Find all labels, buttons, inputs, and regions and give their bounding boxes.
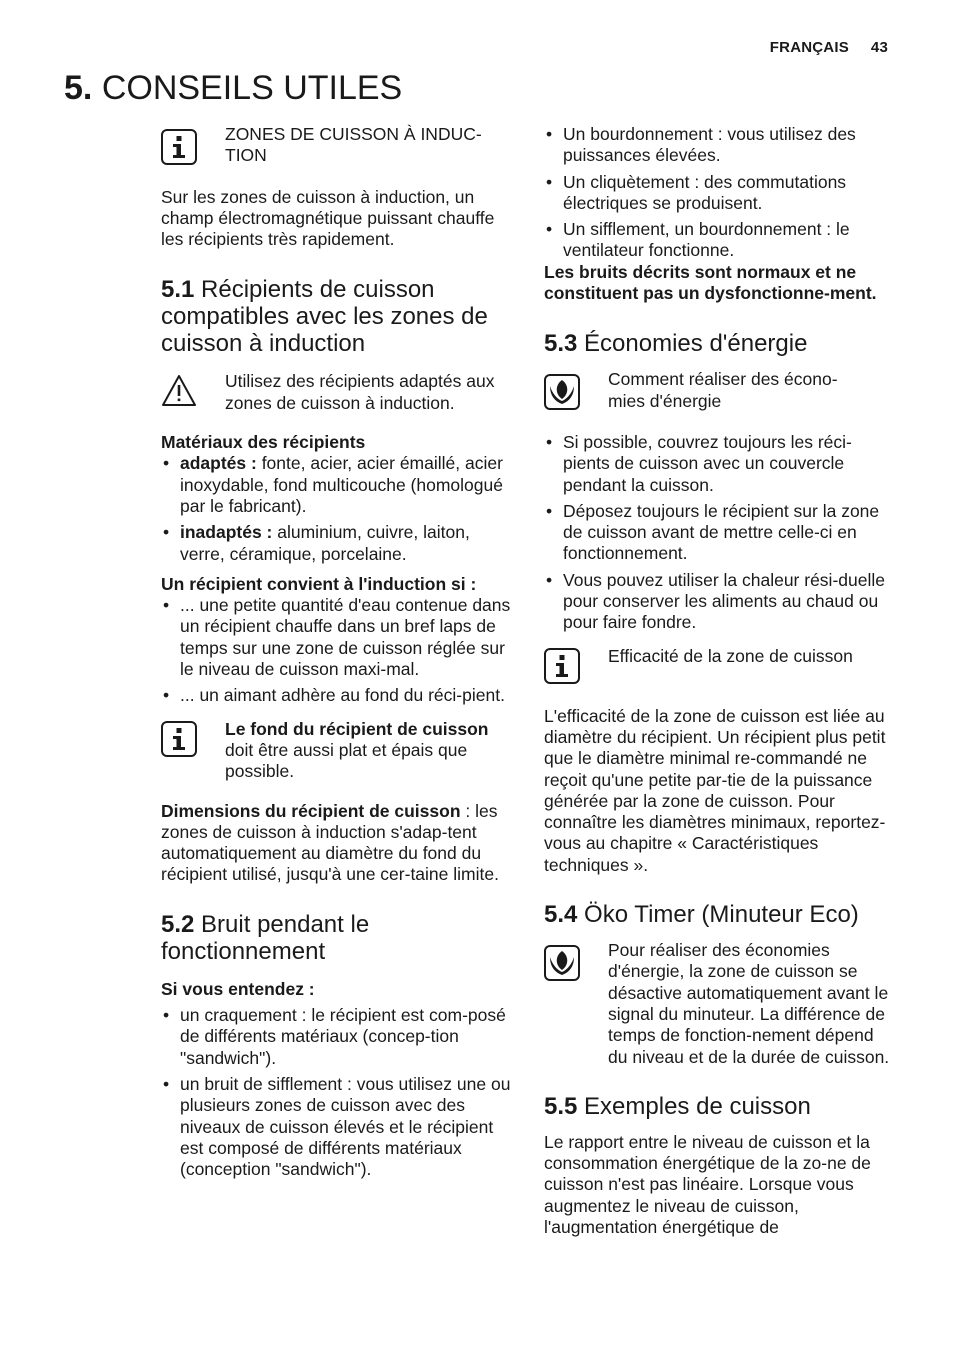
section-5-5-heading <box>544 1093 896 1120</box>
list-item: • Un bourdonnement : vous utilisez des puissances élevées. <box>544 124 896 167</box>
warning-icon <box>161 373 197 409</box>
page-header <box>770 39 888 56</box>
list-item: • un craquement : le récipient est com-posé de différents matériaux (concep-tion "sandwich"). <box>161 1005 517 1069</box>
section-number: 5.5 <box>544 1092 578 1120</box>
list-item <box>161 522 517 565</box>
section-number: 5.4 <box>544 901 578 929</box>
list-item: • Si possible, couvrez toujours les réci-pients de cuisson avec un couvercle pendant la cuisson. <box>544 432 896 496</box>
chapter-title-text: CONSEILS UTILES <box>101 69 403 107</box>
noise-list <box>161 1005 517 1180</box>
language-label: FRANÇAIS <box>769 39 849 56</box>
dimensions-bold: Dimensions du récipient de cuisson <box>161 800 461 821</box>
left-column <box>161 124 517 1180</box>
list-item-label: inadaptés : <box>180 522 273 543</box>
note-text <box>225 719 517 783</box>
note-text: Efficacité de la zone de cuisson <box>608 645 853 666</box>
list-item: • Déposez toujours le récipient sur la zone de cuisson avant de mettre celle-ci en fonctionnement. <box>544 501 896 565</box>
list-item <box>161 453 517 517</box>
note-text: ZONES DE CUISSON À INDUC-TION <box>225 124 482 166</box>
eco-note <box>544 369 874 412</box>
section-title: Exemples de cuisson <box>584 1092 811 1120</box>
note-text: Pour réaliser des économies d'énergie, la zone de cuisson se désactive automatiquement avant le signal du minuteur. La différence de temps de fonction-nement dépend du niveau et de la durée de cuisson. <box>608 940 890 1067</box>
noise-list-continued <box>544 124 896 262</box>
list-item-text: fonte, acier, acier émaillé, acier inoxydable, fond multicouche (homologué par le fabricant). <box>180 453 503 516</box>
eco-tip-icon <box>544 374 580 410</box>
efficiency-paragraph: L'efficacité de la zone de cuisson est liée au diamètre du récipient. Un récipient plus petit que le diamètre minimal re-commandé ne reçoit qu'une petite par-tie de la puissance générée par la zone de cuisson. Pour connaître les diamètres minimaux, reportez-vous au chapitre « Caractéristiques techniques ». <box>544 705 886 875</box>
section-number: 5.3 <box>544 330 578 358</box>
list-item: • Vous pouvez utiliser la chaleur rési-duelle pour conserver les aliments au chaud ou pour faire fondre. <box>544 570 896 634</box>
suitable-heading: Un récipient convient à l'induction si : <box>161 573 477 594</box>
chapter-title <box>64 66 402 110</box>
section-title: Bruit pendant le fonctionnement <box>161 910 370 965</box>
list-item: • Un sifflement, un bourdonnement : le ventilateur fonctionne. <box>544 219 896 262</box>
chapter-number: 5. <box>64 69 93 107</box>
cooking-examples-paragraph: Le rapport entre le niveau de cuisson et la consommation énergétique de la zo-ne de cuisson n'est pas linéaire. Lorsque vous augmentez le niveau de cuisson, l'augmentation énergétique de <box>544 1131 871 1237</box>
section-title: Öko Timer (Minuteur Eco) <box>584 901 859 929</box>
section-number: 5.2 <box>161 910 195 938</box>
right-column <box>544 124 896 1238</box>
section-number: 5.1 <box>161 276 195 304</box>
eco-tip-icon <box>544 945 580 981</box>
section-5-3-heading <box>544 330 896 357</box>
page-number: 43 <box>870 39 888 56</box>
materials-heading: Matériaux des récipients <box>161 432 366 453</box>
info-note-induction <box>161 124 501 167</box>
note-text: Utilisez des récipients adaptés aux zones de cuisson à induction. <box>225 371 495 413</box>
note-text: Comment réaliser des écono-mies d'énergie <box>608 369 838 411</box>
list-item-label: adaptés : <box>180 453 257 474</box>
noise-normal-statement: Les bruits décrits sont normaux et ne constituent pas un dysfonctionne-ment. <box>544 261 877 304</box>
energy-saving-list <box>544 432 896 634</box>
suitable-list <box>161 595 517 706</box>
info-icon <box>544 648 580 684</box>
list-item: • ... un aimant adhère au fond du réci-pient. <box>161 685 517 706</box>
section-5-1-heading <box>161 276 517 357</box>
dimensions-paragraph <box>161 801 517 886</box>
eco-timer-note <box>544 940 896 1068</box>
list-item: • un bruit de sifflement : vous utilisez une ou plusieurs zones de cuisson avec des niveaux de cuisson élevés et le récipient est composé de différents matériaux (conception "sandwich"). <box>161 1074 517 1180</box>
info-icon <box>161 721 197 757</box>
list-item: • Un cliquètement : des commutations électriques se produisent. <box>544 172 896 215</box>
section-title: Récipients de cuisson compatibles avec les zones de cuisson à induction <box>161 276 488 358</box>
section-title: Économies d'énergie <box>584 330 808 358</box>
info-note-flat-bottom <box>161 719 517 783</box>
section-5-2-heading <box>161 911 517 965</box>
list-item-text: aluminium, cuivre, laiton, verre, céramique, porcelaine. <box>180 522 470 564</box>
note-rest: doit être aussi plat et épais que possible. <box>225 739 468 782</box>
section-5-4-heading <box>544 901 896 928</box>
list-item: • ... une petite quantité d'eau contenue dans un récipient chauffe dans un bref laps de temps sur une zone de cuisson réglée sur le niveau de cuisson maxi-mal. <box>161 595 517 680</box>
warning-note <box>161 371 517 414</box>
info-icon <box>161 129 197 165</box>
materials-list <box>161 453 517 564</box>
dimensions-rest: : les zones de cuisson à induction s'adap-tent automatiquement au diamètre du fond du récipient utilisé, jusqu'à une cer-taine limite. <box>161 800 499 885</box>
if-heading: Si vous entendez : <box>161 978 315 999</box>
info-note-efficiency <box>544 646 896 684</box>
intro-paragraph: Sur les zones de cuisson à induction, un champ électromagnétique puissant chauffe les récipients très rapidement. <box>161 186 495 250</box>
note-bold: Le fond du récipient de cuisson <box>225 718 489 739</box>
